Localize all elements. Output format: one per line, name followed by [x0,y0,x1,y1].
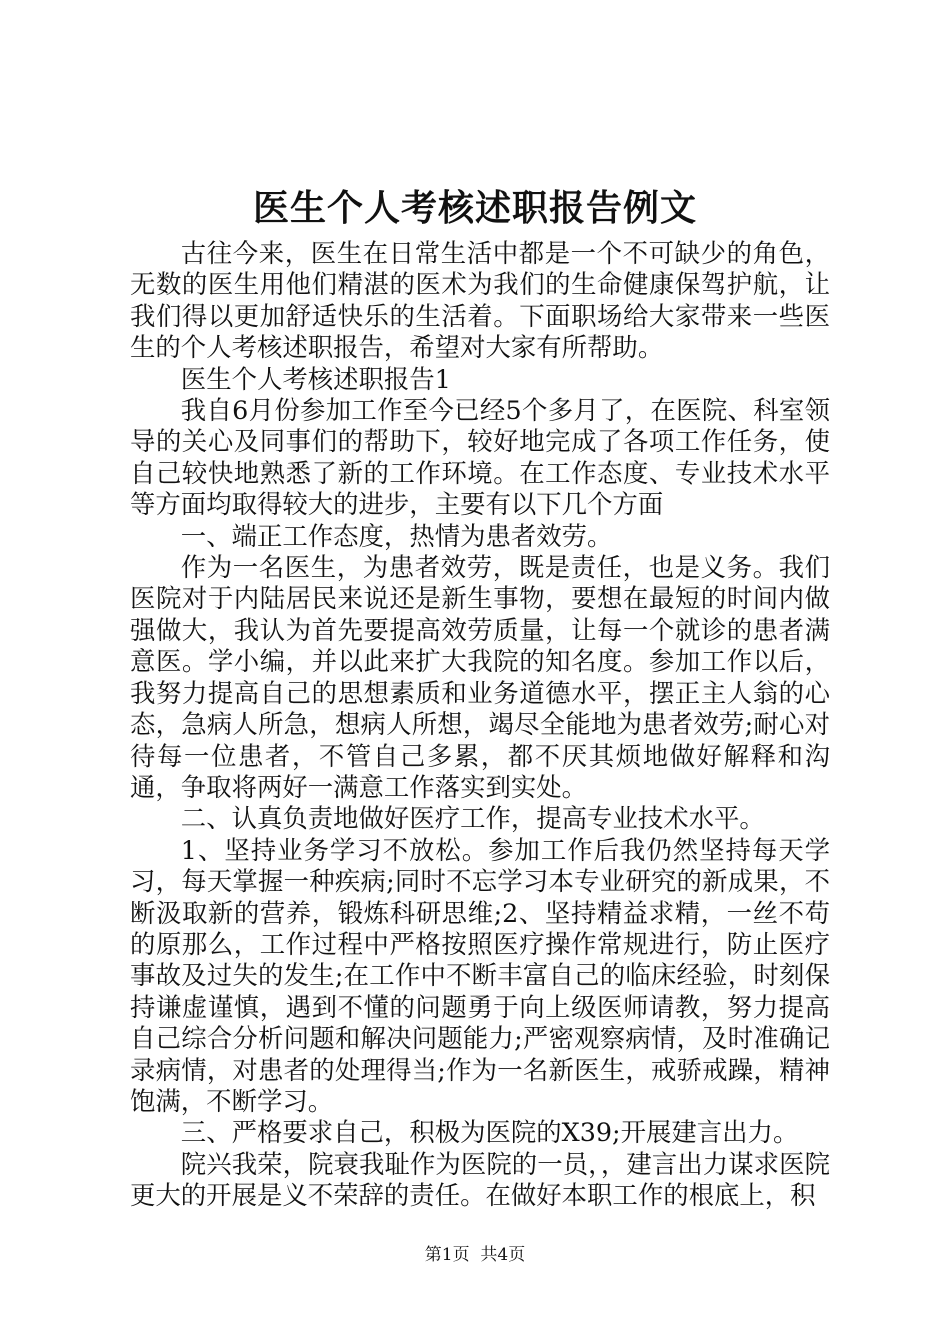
section-heading-3: 三、严格要求自己，积极为医院的X39;开展建言出力。 [180,1117,799,1148]
section-heading-report-1: 医生个人考核述职报告1 [180,363,451,394]
section-heading-2: 二、认真负责地做好医疗工作，提高专业技术水平。 [180,803,765,834]
document-body [130,238,830,1212]
page-footer [0,1243,950,1267]
paragraph-overview: 我自6月份参加工作至今已经5个多月了，在医院、科室领导的关心及同事们的帮助下，较好地完成了各项工作任务，使自己较快地熟悉了新的工作环境。在工作态度、专业技术水平等方面均取得较大的进步，主要有以下几个方面 [130,395,830,520]
paragraph-medical-work: 1、坚持业务学习不放松。参加工作后我仍然坚持每天学习，每天掌握一种疾病;同时不忘学习本专业研究的新成果，不断汲取新的营养，锻炼科研思维;2、坚持精益求精，一丝不苟的原那么，工作过程中严格按照医疗操作常规进行，防止医疗事故及过失的发生;在工作中不断丰富自己的临床经验，时刻保持谦虚谨慎，遇到不懂的问题勇于向上级医师请教，努力提高自己综合分析问题和解决问题能力;严密观察病情，及时准确记录病情，对患者的处理得当;作为一名新医生，戒骄戒躁，精神饱满，不断学习。 [130,834,830,1116]
paragraph-intro: 古往今来，医生在日常生活中都是一个不可缺少的角色，无数的医生用他们精湛的医术为我们的生命健康保驾护航，让我们得以更加舒适快乐的生活着。下面职场给大家带来一些医生的个人考核述职报告，希望对大家有所帮助。 [130,238,830,363]
paragraph-contribution: 院兴我荣，院衰我耻作为医院的一员，，建言出力谋求医院更大的开展是义不荣辞的责任。在做好本职工作的根底上，积 [130,1148,830,1211]
page-number: 第1页 共4页 [424,1245,526,1265]
document-title: 医生个人考核述职报告例文 [252,187,697,229]
section-heading-1: 一、端正工作态度，热情为患者效劳。 [180,520,613,551]
paragraph-attitude: 作为一名医生，为患者效劳，既是责任，也是义务。我们医院对于内陆居民来说还是新生事物，要想在最短的时间内做强做大，我认为首先要提高效劳质量，让每一个就诊的患者满意医。学小编，并以此来扩大我院的知名度。参加工作以后，我努力提高自己的思想素质和业务道德水平，摆正主人翁的心态，急病人所急，想病人所想，竭尽全能地为患者效劳;耐心对待每一位患者，不管自己多累，都不厌其烦地做好解释和沟通，争取将两好一满意工作落实到实处。 [130,552,830,802]
